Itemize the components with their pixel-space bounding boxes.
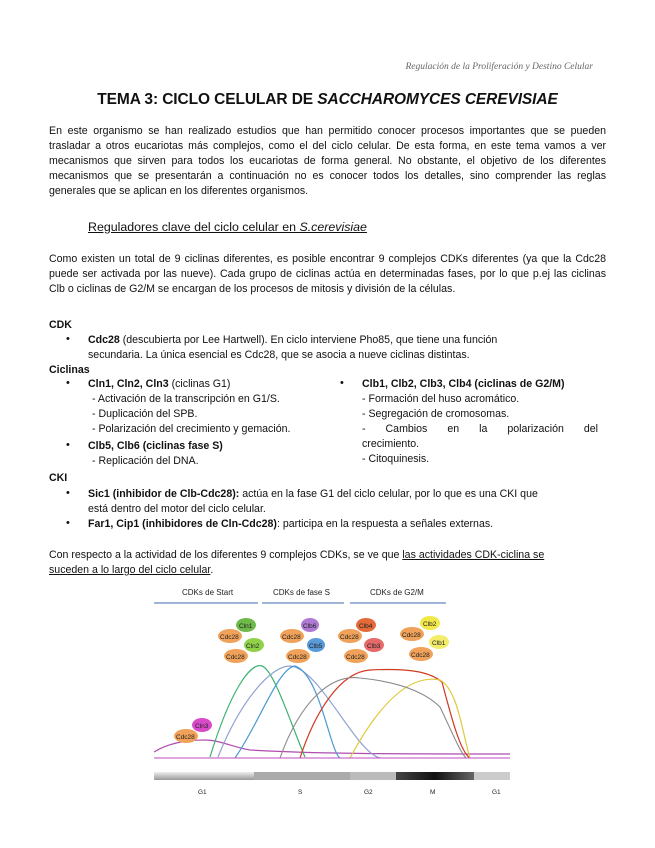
phase-label-g1b: G1: [492, 789, 501, 796]
running-header: Regulación de la Proliferación y Destino Celular: [405, 62, 593, 72]
phase-bar-g1: [154, 772, 254, 780]
cdk-item: Cdc28 (descubierta por Lee Hartwell). En ciclo interviene Pho85, que tiene una función secundaria. La única esencial es Cdc28, que se asocia a nueve ciclinas distintas.: [88, 334, 498, 361]
cki-sic1-item: Sic1 (inhibidor de Clb-Cdc28): actúa en la fase G1 del ciclo celular, por lo que es una CKI que está dentro del motor del ciclo celular.: [88, 488, 538, 515]
bullet: •: [66, 487, 70, 499]
svg-text:Clb3: Clb3: [367, 643, 381, 650]
bullet: •: [66, 377, 70, 389]
svg-text:Cdc28: Cdc28: [340, 634, 359, 641]
clb-grey-curve: [280, 678, 466, 758]
group-label-g2m: CDKs de G2/M: [370, 588, 424, 597]
svg-text:Cdc28: Cdc28: [226, 654, 245, 661]
svg-text:Clb1: Clb1: [432, 640, 446, 647]
svg-text:Cln1: Cln1: [239, 623, 253, 630]
svg-text:Clb2: Clb2: [423, 621, 437, 628]
cdk-label: CDK: [49, 319, 72, 331]
bullet: •: [66, 439, 70, 451]
svg-text:Cdc28: Cdc28: [282, 634, 301, 641]
cyclins-paragraph: Como existen un total de 9 ciclinas diferentes, es posible encontrar 9 complejos CDKs diferentes (ya que la Cdc28 puede ser activada por las nueve). Cada grupo de ciclinas actúa en determinadas fases, por lo que p.ej las ciclinas Clb o ciclinas de G2/M se encargan de los procesos de mitosis y división de la células.: [49, 253, 606, 295]
phase-label-s: S: [298, 789, 303, 796]
section-subheading: Reguladores clave del ciclo celular en S.cerevisiae: [88, 220, 367, 234]
cdk-activity-figure: [140, 582, 520, 802]
svg-text:Cdc28: Cdc28: [288, 654, 307, 661]
svg-text:Clb6: Clb6: [303, 623, 317, 630]
svg-text:Clb4: Clb4: [359, 623, 373, 630]
intro-paragraph: En este organismo se han realizado estudios que han permitido conocer procesos importantes que se pueden trasladar a otros eucariotas más complejos, como el del ciclo celular. De esta forma, en este tema vamos a ver mecanismos que sirven para todos los eucariotas de forma general. No obstante, el objetivo de los diferentes mecanismos que se presentarán a continuación no es conocer todos los detalles, sino comprender las reglas generales que se aplican en los diferentes organismos.: [49, 125, 606, 197]
ciclinas-s-item: Clb5, Clb6 (ciclinas fase S) - Replicación del DNA.: [88, 440, 223, 467]
phase-bar-s: [254, 772, 350, 780]
ciclinas-label: Ciclinas: [49, 364, 90, 376]
phase-label-g2: G2: [364, 789, 373, 796]
phase-label-g1: G1: [198, 789, 207, 796]
group-label-s: CDKs de fase S: [273, 588, 330, 597]
svg-text:Cln3: Cln3: [195, 723, 209, 730]
group-label-start: CDKs de Start: [182, 588, 234, 597]
svg-text:Cdc28: Cdc28: [402, 632, 421, 639]
final-paragraph: Con respecto a la actividad de los diferentes 9 complejos CDKs, se ve que las actividades CDK-ciclina se suceden a lo largo del ciclo celular.: [49, 549, 545, 576]
page-title: TEMA 3: CICLO CELULAR DE SACCHAROMYCES CEREVISIAE: [97, 91, 558, 108]
svg-text:Cdc28: Cdc28: [220, 634, 239, 641]
svg-text:Cln2: Cln2: [246, 643, 260, 650]
svg-text:Cdc28: Cdc28: [411, 652, 430, 659]
bullet: •: [66, 333, 70, 345]
svg-text:Clb5: Clb5: [309, 643, 323, 650]
cki-label: CKI: [49, 472, 68, 484]
bullet: •: [340, 377, 344, 389]
cki-far1-item: Far1, Cip1 (inhibidores de Cln-Cdc28): participa en la respuesta a señales externas.: [88, 518, 494, 530]
phase-label-m: M: [430, 789, 436, 796]
phase-bar-g2: [350, 772, 396, 780]
phase-bar-m: [396, 772, 474, 780]
svg-text:Cdc28: Cdc28: [346, 654, 365, 661]
bullet: •: [66, 517, 70, 529]
ciclinas-g1-item: Cln1, Cln2, Cln3 (ciclinas G1) - Activación de la transcripción en G1/S. - Duplicación del SPB. - Polarización del crecimiento y gemación.: [88, 378, 291, 435]
svg-text:Cdc28: Cdc28: [176, 734, 195, 741]
ciclinas-g2m-item: Clb1, Clb2, Clb3, Clb4 (ciclinas de G2/M) - Formación del huso acromático. - Segregación de cromosomas. - Cambios en la polarización del crecimiento. - Citoquinesis.: [362, 378, 598, 465]
phase-bar-g1b: [474, 772, 510, 780]
